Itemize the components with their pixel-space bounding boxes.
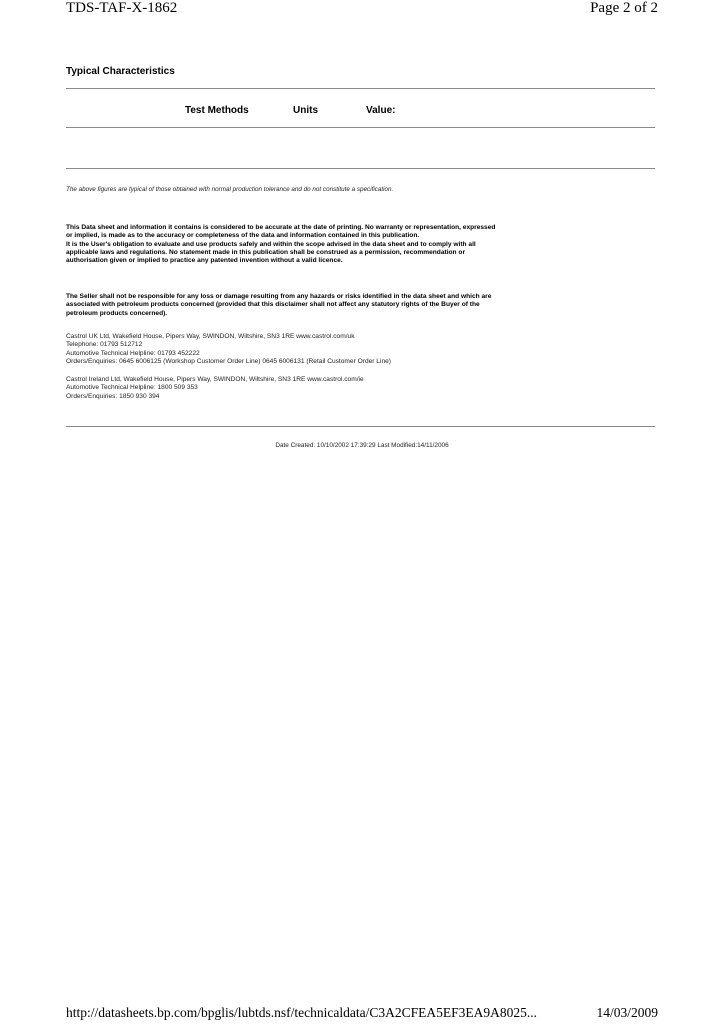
contact-line: Orders/Enquiries: 0645 6006125 (Workshop Customer Order Line) 0645 6006131 (Retail Customer Order Line) bbox=[66, 358, 391, 366]
disclaimer-line: petroleum products concerned). bbox=[66, 309, 168, 317]
contact-line: Automotive Technical Helpline: 01793 452222 bbox=[66, 349, 200, 357]
disclaimer-line: or implied, is made as to the accuracy or completeness of the data and information contained in this publication. bbox=[66, 232, 420, 240]
contact-block-ireland bbox=[66, 376, 364, 401]
contact-line: Automotive Technical Helpline: 1800 509 353 bbox=[66, 384, 198, 392]
date-created-modified: Date Created: 10/10/2002 17:39:29 Last Modified:14/11/2006 bbox=[275, 442, 449, 449]
divider bbox=[66, 426, 655, 427]
disclaimer-line: The Seller shall not be responsible for any loss or damage resulting from any hazards or risks identified in the data sheet and which are bbox=[66, 293, 492, 300]
divider bbox=[66, 127, 655, 128]
column-header-value: Value: bbox=[366, 105, 396, 116]
contact-line: Telephone: 01793 512712 bbox=[66, 341, 143, 349]
disclaimer-line: associated with petroleum products concerned (provided that this disclaimer shall not affect any statutory rights of the Buyer of the bbox=[66, 301, 480, 309]
disclaimer-line: authorisation given or implied to practice any patented invention without a valid licence. bbox=[66, 257, 343, 265]
disclaimer-line: applicable laws and regulations. No statement made in this publication shall be construed as a permission, recommendation or bbox=[66, 248, 466, 256]
contact-line: Castrol UK Ltd, Wakefield House, Pipers Way, SWINDON, Wiltshire, SN3 1RE www.castrol.com/uk bbox=[66, 333, 355, 340]
divider bbox=[66, 168, 655, 169]
seller-liability-disclaimer bbox=[66, 293, 586, 318]
typical-figures-note: The above figures are typical of those obtained with normal production tolerance and do not constitute a specification. bbox=[66, 186, 394, 193]
section-title: Typical Characteristics bbox=[66, 66, 175, 77]
column-header-test-methods: Test Methods bbox=[185, 105, 249, 116]
page-indicator: Page 2 of 2 bbox=[590, 0, 658, 16]
source-url: http://datasheets.bp.com/bpglis/lubtds.nsf/technicaldata/C3A2CFEA5EF3EA9A8025... bbox=[66, 1005, 537, 1020]
contact-line: Orders/Enquiries: 1850 930 394 bbox=[66, 392, 160, 400]
disclaimer-line: It is the User's obligation to evaluate and use products safely and within the scope advised in the data sheet and to comply with all bbox=[66, 240, 476, 248]
disclaimer-line: This Data sheet and information it contains is considered to be accurate at the date of printing. No warranty or representation, expressed bbox=[66, 224, 496, 231]
contact-line: Castrol Ireland Ltd, Wakefield House, Pipers Way, SWINDON, Wiltshire, SN3 1RE www.castrol.com/ie bbox=[66, 376, 364, 383]
contact-block-uk bbox=[66, 333, 391, 367]
print-date: 14/03/2009 bbox=[596, 1005, 658, 1020]
column-header-units: Units bbox=[293, 105, 318, 116]
divider bbox=[66, 88, 655, 89]
document-code: TDS-TAF-X-1862 bbox=[66, 0, 178, 16]
data-sheet-disclaimer bbox=[66, 224, 586, 265]
